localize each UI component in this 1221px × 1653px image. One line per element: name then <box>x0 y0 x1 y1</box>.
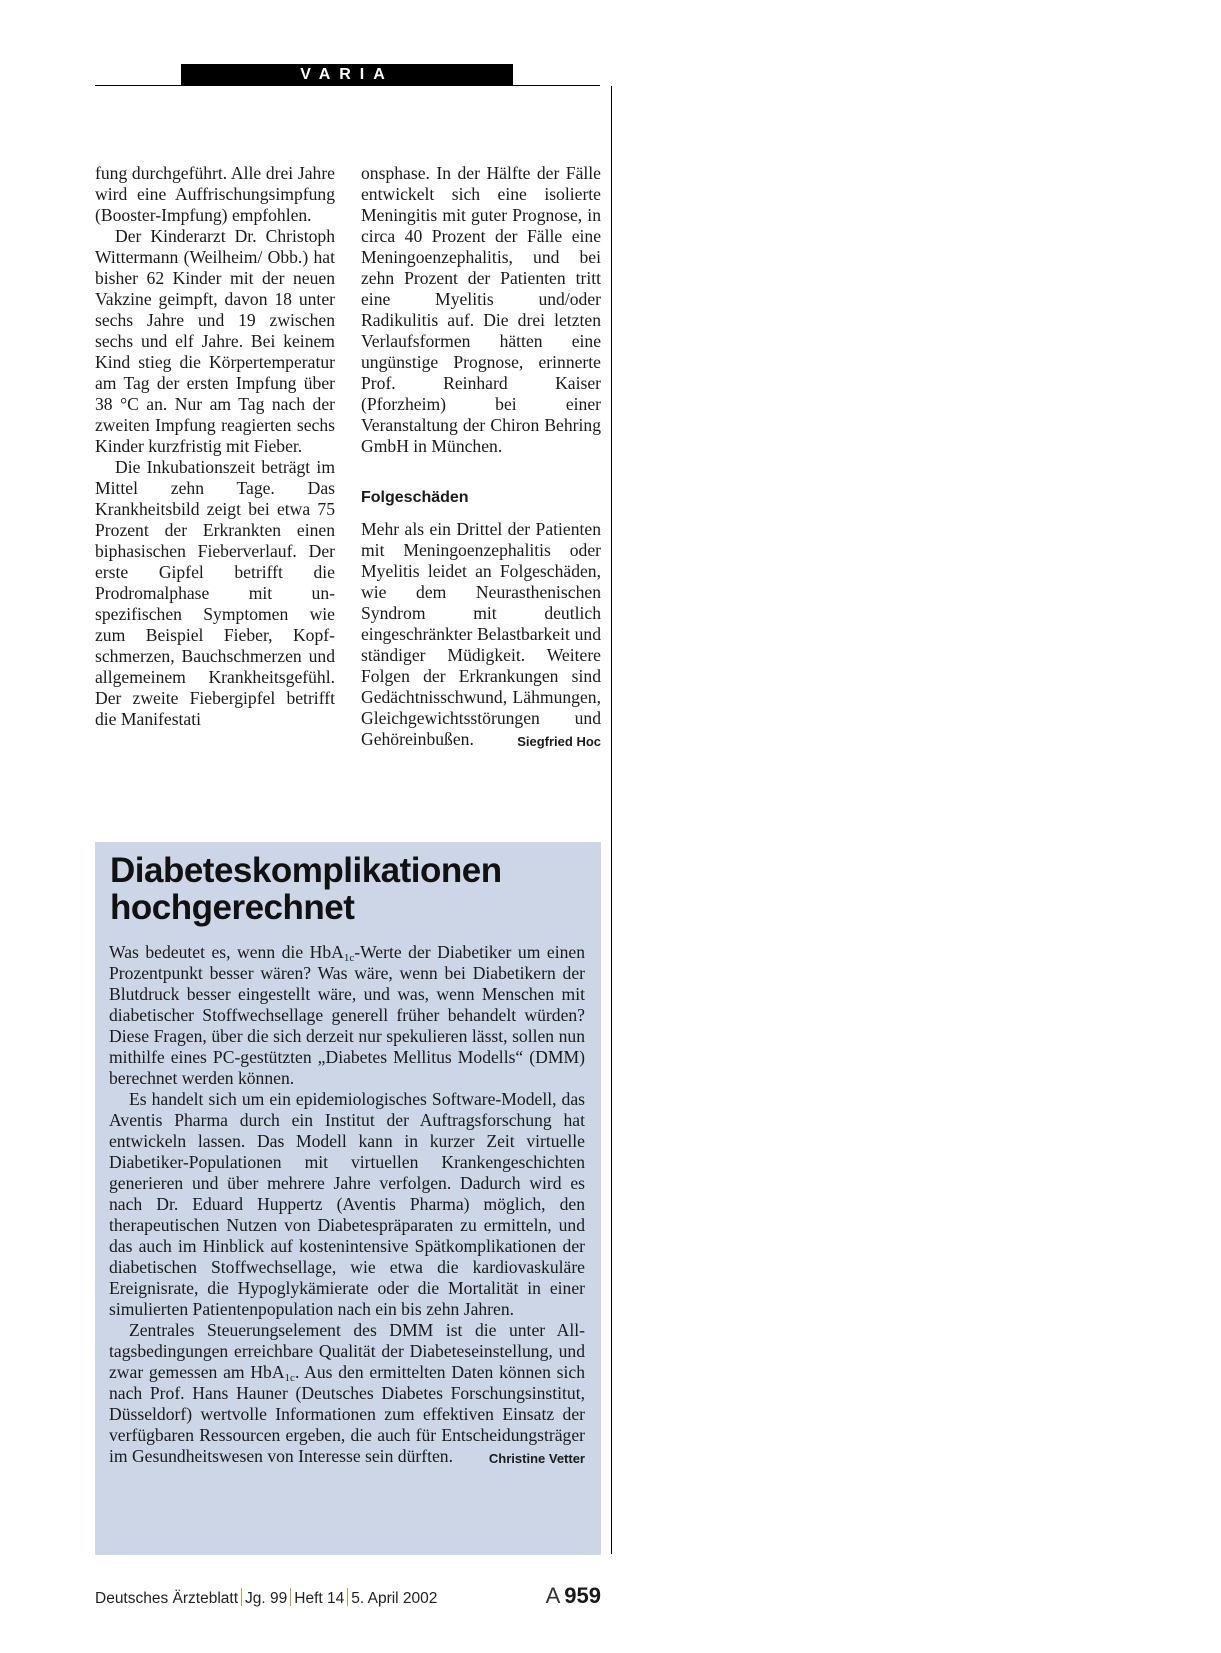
box-title <box>110 852 502 926</box>
volume: Jg. 99 <box>245 1590 288 1607</box>
paragraph: onsphase. In der Hälfte der Fälle entwickelt sich eine isolierte Meningitis mit guter Prognose, in circa 40 Prozent der Fälle eine Meningoenzephalitis, und bei zehn Prozent der Patienten tritt eine Myelitis und/oder Radikulitis auf. Die drei letzten Verlaufsformen hätten eine ungünstige Prognose, erinnerte Prof. Reinhard Kaiser (Pforzheim) bei einer Veranstaltung der Chiron Behring GmbH in München. <box>361 163 601 456</box>
paragraph: Der Kinderarzt Dr. Christoph Wittermann (Weilheim/ Obb.) hat bisher 62 Kinder mit der neuen Vakzine geimpft, davon 18 unter sechs Jahre und 19 zwischen sechs und elf Jahre. Bei keinem Kind stieg die Körpertemperatur am Tag der ersten Impfung über 38 °C an. Nur am Tag nach der zweiten Impfung reagierten sechs Kinder kurzfristig mit Fieber. <box>95 226 335 456</box>
box-body <box>109 942 585 1469</box>
author-byline: Christine Vetter <box>488 1451 585 1466</box>
column-rule <box>611 86 612 1554</box>
issue: Heft 14 <box>294 1590 345 1607</box>
journal-info <box>95 1588 437 1608</box>
paragraph-text: Mehr als ein Drittel der Patienten mit Meningoenzephalitis oder Myelitis leidet an Folgeschäden, wie dem Neurasthenischen Syndrom mit deutlich eingeschränkter Belastbarkeit und ständiger Müdigkeit. Weitere Folgen der Erkrankungen sind Gedächtnisschwund, Lähmungen, Gleichgewichtsstörungen und Gehöreinbußen. <box>361 519 601 749</box>
box-title-line: hochgerechnet <box>110 888 355 927</box>
article-right-column <box>361 163 601 752</box>
date: 5. April 2002 <box>351 1590 438 1607</box>
page-number <box>546 1583 601 1609</box>
article-left-column <box>95 163 335 730</box>
text-run: Was bedeutet es, wenn die HbA <box>109 942 344 962</box>
author-byline: Siegfried Hoc <box>517 734 601 749</box>
separator <box>290 1588 291 1606</box>
text-run: . Aus den ermittelten Daten können sich nach Prof. Hans Hauner (Deutsches Diabetes Forschungsinstitut, Düsseldorf) wertvolle Informationen zum effektiven Einsatz der verfügbaren Ressourcen ergeben, die auch für Entscheidungsträger im Gesundheitswesen von Interesse sein dürften. <box>109 1362 585 1466</box>
paragraph: Es handelt sich um ein epidemiologisches Software-Modell, das Aventis Pharma durch ein Institut der Auftragsforschung hat entwickeln lassen. Das Modell kann in kurzer Zeit virtuelle Diabetiker-Populationen mit virtuellen Krankengeschichten generieren und über mehrere Jahre verfolgen. Dadurch wird es nach Dr. Eduard Huppertz (Aventis Pharma) möglich, den therapeutischen Nutzen von Diabetespräparaten zu ermitteln, und das auch im Hinblick auf kostenintensive Spätkomplikationen der diabetischen Stoffwechsellage, wie etwa die kardiovaskuläre Ereignisrate, die Hypoglykämierate oder die Mortalität in einer simulierten Patientenpopulation nach ein bis zehn Jahren. <box>109 1089 585 1319</box>
page-footer <box>95 1583 601 1611</box>
separator <box>241 1588 242 1606</box>
page-number-value: 959 <box>564 1583 601 1608</box>
paragraph <box>361 519 601 750</box>
page-prefix: A <box>545 1583 561 1608</box>
subheading: Folgeschäden <box>361 489 469 506</box>
sidebar-box <box>95 842 601 1555</box>
paragraph <box>109 1320 585 1467</box>
separator <box>347 1588 348 1606</box>
text-run: Zentrales Steuerungselement des DMM ist die unter Alltagsbedingungen erreichbare Qualität der Diabeteseinstellung, und zwar gemessen am HbA <box>109 1320 585 1382</box>
box-title-line: Diabeteskomplikationen <box>110 851 502 890</box>
section-label: VARIA <box>181 64 513 85</box>
paragraph: fung durchgeführt. Alle drei Jahre wird eine Auffrischungsimpfung (Booster-Impfung) empfohlen. <box>95 163 335 225</box>
header-rule <box>95 85 600 86</box>
paragraph: Die Inkubationszeit beträgt im Mittel zehn Tage. Das Krankheitsbild zeigt bei etwa 75 Prozent der Erkrankten einen biphasischen Fieberverlauf. Der erste Gipfel betrifft die Prodromalphase mit unspezifischen Symptomen wie zum Beispiel Fieber, Kopfschmerzen, Bauchschmerzen und allgemeinem Krankheitsgefühl. Der zweite Fiebergipfel betrifft die Manifestati <box>95 457 335 729</box>
subscript: 1c <box>343 952 355 964</box>
journal-name: Deutsches Ärzteblatt <box>95 1590 239 1607</box>
text-run: -Werte der Diabetiker um einen Prozentpunkt besser wären? Was wäre, wenn bei Diabetikern der Blutdruck besser eingestellt wäre, und was, wenn Menschen mit diabetischer Stoffwechsellage generell früher behandelt würden? Diese Fragen, über die sich derzeit nur spekulieren lässt, sollen nun mithilfe eines PC-gestützten „Diabetes Mellitus Modells“ (DMM) berechnet werden können. <box>109 942 585 1088</box>
subscript: 1c <box>284 1372 295 1384</box>
paragraph <box>109 942 585 1089</box>
